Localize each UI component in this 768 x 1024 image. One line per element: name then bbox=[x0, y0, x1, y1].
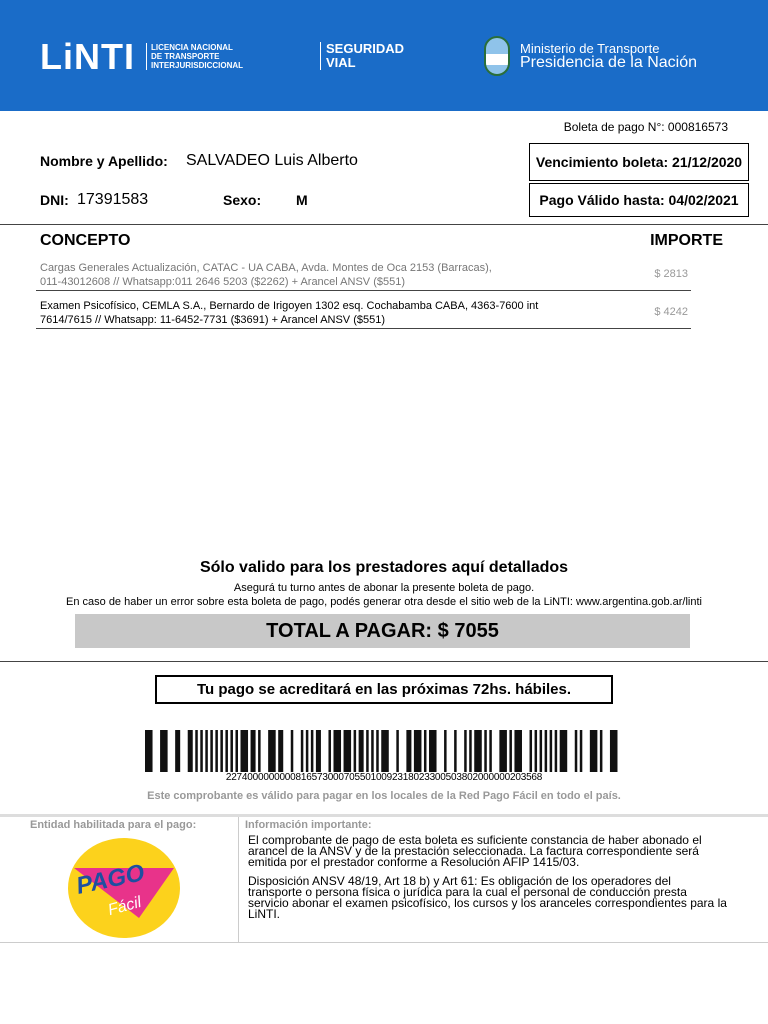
barcode-bar bbox=[354, 730, 357, 772]
barcode-bar bbox=[145, 730, 153, 772]
barcode-bar bbox=[474, 730, 482, 772]
divider bbox=[0, 661, 768, 662]
row-divider bbox=[36, 328, 691, 329]
barcode-bar bbox=[220, 730, 223, 772]
barcode-bar bbox=[530, 730, 533, 772]
barcode-bar bbox=[333, 730, 341, 772]
row-amount: $ 4242 bbox=[654, 306, 688, 318]
barcode-bar bbox=[258, 730, 261, 772]
sexo-label: Sexo: bbox=[223, 192, 262, 208]
barcode-bar bbox=[514, 730, 522, 772]
barcode-bar bbox=[429, 730, 437, 772]
row-desc-line1: Examen Psicofísico, CEMLA S.A., Bernardo de Irigoyen 1302 esq. Cochabamba CABA, 4363-7600 int bbox=[40, 300, 539, 312]
barcode-bar bbox=[424, 730, 427, 772]
notice-line2: En caso de haber un error sobre esta boleta de pago, podés generar otra desde el sitio web de la LiNTI: www.argentina.gob.ar/linti bbox=[66, 596, 702, 608]
linti-sub-2: DE TRANSPORTE bbox=[151, 52, 220, 61]
info-paragraph-1: El comprobante de pago de esta boleta es suficiente constancia de haber abonado el arancel de la ANSV y de la prestación seleccionada. La factura correspondiente será emitida por el prestador conforme a Resolución AFIP 1415/03. bbox=[248, 833, 702, 869]
barcode-bar bbox=[278, 730, 283, 772]
divider bbox=[0, 224, 768, 225]
barcode-bar bbox=[464, 730, 467, 772]
linti-sub-1: LICENCIA NACIONAL bbox=[151, 43, 233, 52]
acreditacion-box: Tu pago se acreditará en las próximas 72hs. hábiles. bbox=[155, 675, 613, 704]
vencimiento-box: Vencimiento boleta: 21/12/2020 bbox=[529, 143, 749, 181]
notice-line1: Asegurá tu turno antes de abonar la presente boleta de pago. bbox=[233, 582, 535, 594]
concepto-header: CONCEPTO bbox=[40, 232, 131, 249]
barcode-bar bbox=[489, 730, 492, 772]
barcode-bar bbox=[291, 730, 294, 772]
barcode-bar bbox=[610, 730, 618, 772]
barcode-bar bbox=[555, 730, 558, 772]
barcode-bar bbox=[215, 730, 218, 772]
barcode-bar bbox=[210, 730, 213, 772]
pago-valido-box: Pago Válido hasta: 04/02/2021 bbox=[529, 183, 749, 217]
barcode-bar bbox=[241, 730, 249, 772]
ministerio-text: Ministerio de Transporte bbox=[520, 41, 660, 56]
barcode-bar bbox=[484, 730, 487, 772]
barcode-bar bbox=[195, 730, 198, 772]
barcode-bar bbox=[235, 730, 238, 772]
vial-text: VIAL bbox=[326, 55, 356, 70]
barcode-bar bbox=[444, 730, 447, 772]
barcode-bar bbox=[580, 730, 583, 772]
dni-value: 17391583 bbox=[77, 191, 149, 208]
divider bbox=[0, 942, 768, 943]
dni-label: DNI: bbox=[40, 192, 69, 208]
barcode-bar bbox=[396, 730, 399, 772]
column-divider bbox=[238, 817, 239, 942]
barcode-bar bbox=[268, 730, 276, 772]
barcode-bar bbox=[359, 730, 364, 772]
barcode-bar bbox=[545, 730, 548, 772]
nombre-label: Nombre y Apellido: bbox=[40, 153, 168, 169]
barcode-bar bbox=[381, 730, 389, 772]
barcode-bar bbox=[371, 730, 374, 772]
notice-title: Sólo valido para los prestadores aquí detallados bbox=[199, 559, 569, 576]
barcode-bar bbox=[344, 730, 352, 772]
row-divider bbox=[36, 290, 691, 291]
boleta-number: Boleta de pago N°: 000816573 bbox=[563, 120, 728, 134]
sexo-value: M bbox=[296, 192, 308, 208]
barcode-bar bbox=[560, 730, 568, 772]
national-shield-icon bbox=[484, 36, 510, 76]
barcode-bar bbox=[540, 730, 543, 772]
table-row bbox=[40, 299, 538, 327]
info-label: Información importante: bbox=[245, 819, 372, 831]
pago-logo-text: PAGO bbox=[73, 859, 147, 900]
info-paragraph-2: Disposición ANSV 48/19, Art 18 b) y Art 61: Es obligación de los operadores del transporte o persona física o jurídica para la cual el personal de conducción presta servicio abonar el examen psicofísico, los cursos y los aranceles correspondientes para la LiNTI. bbox=[248, 874, 727, 921]
linti-sub-3: INTERJURISDICCIONAL bbox=[151, 61, 244, 70]
seguridad-vial-logo bbox=[320, 42, 404, 70]
barcode-bar bbox=[454, 730, 457, 772]
divider bbox=[0, 814, 768, 817]
row-desc-line1: Cargas Generales Actualización, CATAC - UA CABA, Avda. Montes de Oca 2153 (Barracas), bbox=[40, 262, 492, 274]
table-row bbox=[40, 261, 492, 289]
entidad-label: Entidad habilitada para el pago: bbox=[30, 819, 197, 831]
row-desc-line2: 7614/7615 // Whatsapp: 11-6452-7731 ($3691) + Arancel ANSV ($551) bbox=[40, 314, 386, 326]
barcode-bar bbox=[535, 730, 538, 772]
header-banner bbox=[0, 0, 768, 111]
facil-logo-text: Fácil bbox=[106, 893, 144, 920]
barcode-number: 22740000000008165730007055010092318023300503802000000203568 bbox=[225, 772, 543, 783]
barcode-bar bbox=[251, 730, 256, 772]
barcode-bar bbox=[600, 730, 603, 772]
barcode-bar bbox=[376, 730, 379, 772]
nombre-value: SALVADEO Luis Alberto bbox=[186, 152, 358, 169]
barcode-bar bbox=[225, 730, 228, 772]
barcode-bar bbox=[509, 730, 512, 772]
barcode-bar bbox=[575, 730, 578, 772]
barcode-bar bbox=[366, 730, 369, 772]
row-desc-line2: 011-43012608 // Whatsapp:011 2646 5203 ($2262) + Arancel ANSV ($551) bbox=[40, 276, 405, 288]
barcode-bar bbox=[188, 730, 193, 772]
barcode-bar bbox=[205, 730, 208, 772]
barcode-bar bbox=[160, 730, 168, 772]
barcode-bar bbox=[406, 730, 411, 772]
importe-header: IMPORTE bbox=[650, 232, 723, 249]
barcode-bar bbox=[414, 730, 422, 772]
pago-facil-note: Este comprobante es válido para pagar en los locales de la Red Pago Fácil en todo el país. bbox=[147, 790, 621, 802]
barcode-bar bbox=[306, 730, 309, 772]
presidencia-text: Presidencia de la Nación bbox=[520, 54, 697, 71]
barcode-bar bbox=[200, 730, 203, 772]
total-box: TOTAL A PAGAR: $ 7055 bbox=[75, 614, 690, 648]
pago-facil-logo bbox=[68, 838, 180, 938]
linti-logo: LiNTI bbox=[40, 36, 135, 77]
barcode-bar bbox=[550, 730, 553, 772]
barcode-bar bbox=[469, 730, 472, 772]
barcode-bar bbox=[328, 730, 331, 772]
barcode-bar bbox=[230, 730, 233, 772]
barcode-bar bbox=[590, 730, 598, 772]
barcode-bar bbox=[316, 730, 321, 772]
seguridad-text: SEGURIDAD bbox=[326, 41, 405, 56]
barcode-bar bbox=[311, 730, 314, 772]
barcode bbox=[145, 730, 620, 772]
barcode-bar bbox=[175, 730, 180, 772]
barcode-bar bbox=[499, 730, 507, 772]
barcode-bar bbox=[301, 730, 304, 772]
linti-subtitle bbox=[146, 43, 243, 70]
row-amount: $ 2813 bbox=[654, 268, 688, 280]
